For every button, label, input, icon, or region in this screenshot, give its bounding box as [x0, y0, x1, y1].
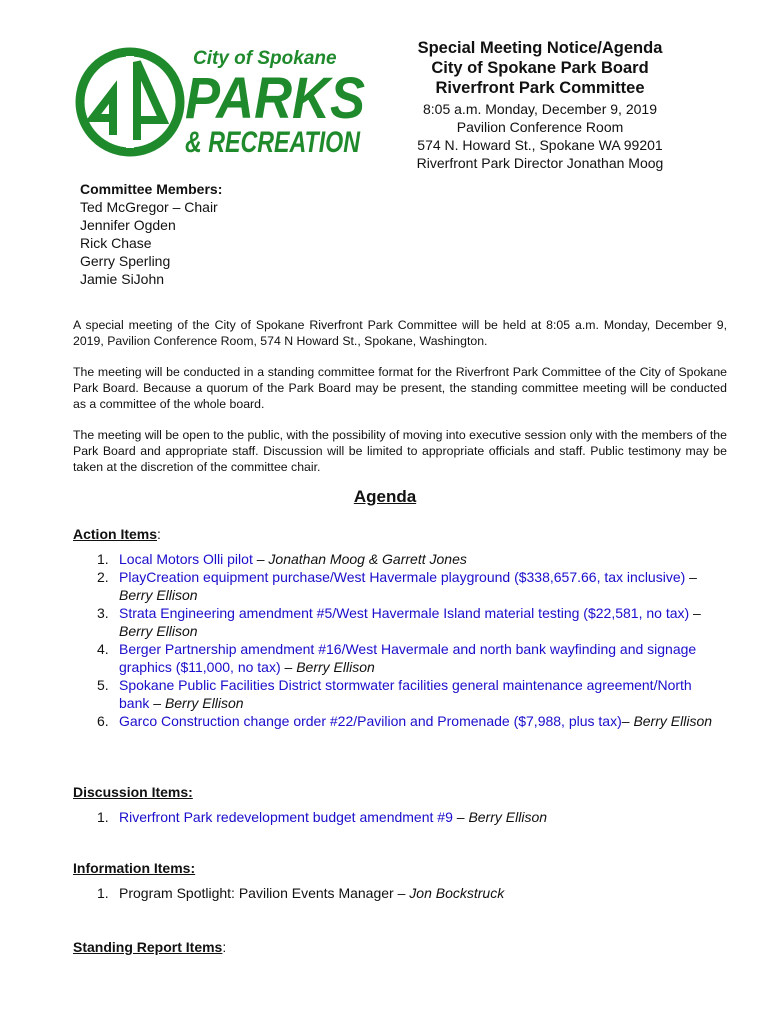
header-title-line: Riverfront Park Committee	[435, 79, 645, 97]
format-paragraph: The meeting will be conducted in a standing committee format for the Riverfront Park Committee of the City of Spokane Park Board. Because a quorum of the Park Board may be present, the standing committee meeting will be conducted as a committee of the whole board.	[73, 365, 727, 411]
item-presenter: Berry Ellison	[119, 623, 198, 639]
agenda-title: Agenda	[353, 487, 417, 506]
item-number: 2.	[97, 569, 109, 585]
information-items-title: Information Items:	[73, 860, 196, 876]
item-presenter: Jonathan Moog & Garrett Jones	[268, 551, 467, 567]
header-title-line: Special Meeting Notice/Agenda	[417, 39, 663, 57]
item-number: 3.	[97, 605, 109, 621]
item-link[interactable]: PlayCreation equipment purchase/West Havermale playground ($338,657.66, tax inclusive)	[119, 569, 686, 585]
item-number: 5.	[97, 677, 109, 693]
information-items-heading	[73, 860, 195, 876]
logo-sub-text: & RECREATION	[185, 126, 362, 159]
header-detail-line: 8:05 a.m. Monday, December 9, 2019	[423, 101, 657, 117]
list-item	[73, 712, 723, 730]
list-item	[73, 884, 723, 902]
committee-member: Gerry Sperling	[80, 253, 171, 269]
item-separator: –	[280, 659, 297, 675]
header-detail-line: Riverfront Park Director Jonathan Moog	[416, 155, 664, 171]
item-number: 1.	[97, 885, 109, 901]
item-presenter: Berry Ellison	[633, 713, 713, 729]
committee-member: Rick Chase	[80, 235, 152, 251]
logo-top-text: City of Spokane	[193, 48, 337, 69]
standing-report-colon: :	[222, 939, 227, 955]
committee-members	[80, 180, 222, 288]
discussion-items-list	[73, 808, 723, 826]
action-items-heading	[73, 526, 161, 542]
committee-member: Ted McGregor – Chair	[80, 199, 218, 215]
action-items-colon: :	[157, 526, 161, 542]
item-presenter: Berry Ellison	[296, 659, 375, 675]
committee-label: Committee Members:	[80, 181, 223, 197]
list-item	[73, 604, 723, 640]
item-link[interactable]: Local Motors Olli pilot	[119, 551, 253, 567]
list-item	[73, 676, 723, 712]
list-item	[73, 640, 723, 676]
public-paragraph: The meeting will be open to the public, with the possibility of moving into executive session only with the members of the Park Board and appropriate staff. Discussion will be limited to appropriate officials and staff. Public testimony may be taken at the discretion of the committee chair.	[73, 428, 727, 474]
item-separator: –	[621, 713, 634, 729]
item-number: 6.	[97, 713, 109, 729]
item-separator: –	[452, 809, 469, 825]
intro-paragraph: A special meeting of the City of Spokane Riverfront Park Committee will be held at 8:05 a.m. Monday, December 9, 2019, Pavilion Conference Room, 574 N Howard St., Spokane, Washington.	[73, 318, 727, 348]
item-presenter: Jon Bockstruck	[409, 885, 505, 901]
item-separator: –	[393, 885, 410, 901]
header-detail-line: Pavilion Conference Room	[456, 119, 624, 135]
logo-main-text: PARKS	[185, 66, 366, 131]
standing-report-title: Standing Report Items	[73, 939, 223, 955]
meeting-header	[390, 38, 690, 172]
committee-member: Jennifer Ogden	[80, 217, 176, 233]
parks-recreation-logo	[75, 40, 375, 165]
discussion-items-title: Discussion Items:	[73, 784, 193, 800]
item-separator: –	[252, 551, 269, 567]
item-presenter: Berry Ellison	[119, 587, 198, 603]
header-title-line: City of Spokane Park Board	[431, 59, 649, 77]
action-items-title: Action Items	[73, 526, 158, 542]
parks-logo-icon	[75, 40, 375, 165]
item-presenter: Berry Ellison	[468, 809, 548, 825]
item-separator: –	[689, 605, 701, 621]
item-presenter: Berry Ellison	[164, 695, 244, 711]
item-text: Program Spotlight: Pavilion Events Manager	[119, 885, 394, 901]
item-link[interactable]: Strata Engineering amendment #5/West Havermale Island material testing ($22,581, no tax)	[119, 605, 690, 621]
discussion-items-heading	[73, 784, 193, 800]
item-link[interactable]: Riverfront Park redevelopment budget amendment #9	[119, 809, 453, 825]
item-number: 4.	[97, 641, 109, 657]
item-separator: –	[149, 695, 165, 711]
item-link[interactable]: Spokane Public Facilities District stormwater facilities general maintenance agreement/North bank	[119, 677, 692, 711]
list-item	[73, 550, 723, 568]
standing-report-heading	[73, 939, 226, 955]
item-separator: –	[685, 569, 697, 585]
action-items-list	[73, 550, 723, 730]
committee-member: Jamie SiJohn	[80, 271, 165, 287]
item-link[interactable]: Garco Construction change order #22/Pavilion and Promenade ($7,988, plus tax)	[119, 713, 622, 729]
list-item	[73, 808, 723, 826]
item-number: 1.	[97, 551, 109, 567]
list-item	[73, 568, 723, 604]
item-link[interactable]: Berger Partnership amendment #16/West Havermale and north bank wayfinding and signage graphics ($11,000, no tax)	[119, 641, 697, 675]
item-number: 1.	[97, 809, 109, 825]
header-detail-line: 574 N. Howard St., Spokane WA 99201	[417, 137, 663, 153]
information-items-list	[73, 884, 723, 902]
